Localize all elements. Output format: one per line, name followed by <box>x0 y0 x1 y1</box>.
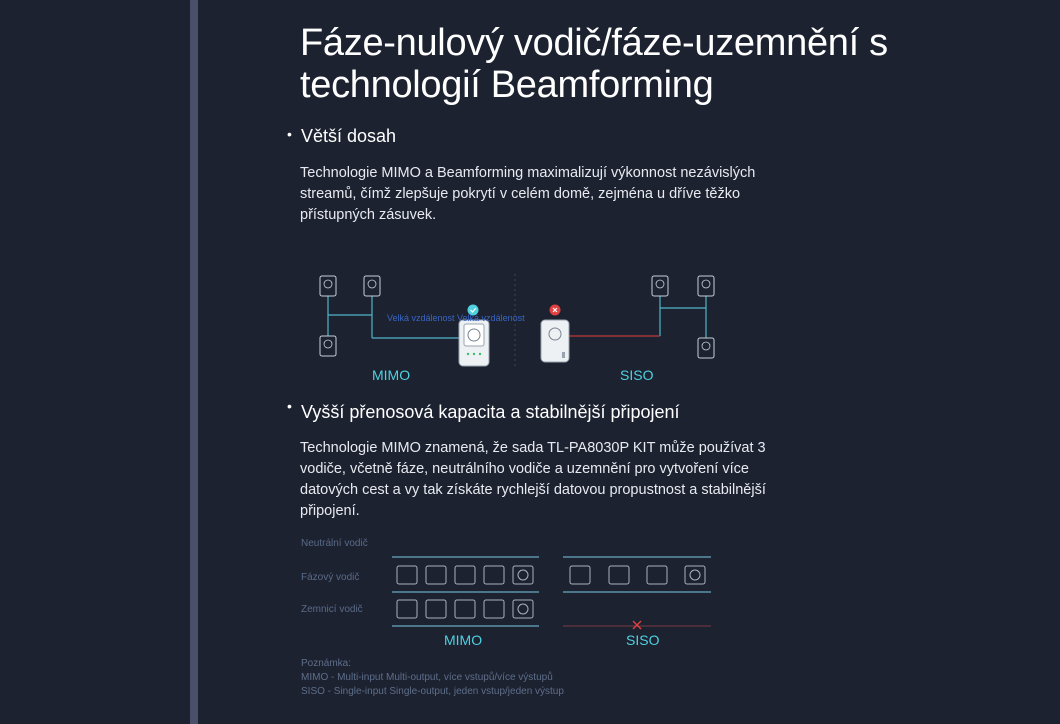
wire-label-phase: Fázový vodič <box>301 572 360 583</box>
range-diagram <box>300 268 730 388</box>
section-heading-text: Vyšší přenosová kapacita a stabilnější připojení <box>301 402 680 422</box>
left-rail <box>190 0 198 724</box>
mimo-label: MIMO <box>444 632 483 648</box>
footnote <box>301 657 564 699</box>
bullet-dot: • <box>287 398 292 414</box>
outlet-icon <box>320 336 336 356</box>
note-line-mimo: MIMO - Multi-input Multi-output, více vstupů/více výstupů <box>301 672 553 683</box>
outlet-icon <box>652 276 668 296</box>
outlet-icon <box>320 276 336 296</box>
page-title: Fáze-nulový vodič/fáze-uzemnění s technologií Beamforming <box>300 22 888 106</box>
siso-cross-icon <box>633 621 641 629</box>
outlet-icon <box>698 276 714 296</box>
data-stream-row <box>570 566 705 584</box>
mimo-adapter-icon <box>459 320 489 366</box>
capacity-diagram <box>385 548 725 658</box>
outlet-icon <box>698 338 714 358</box>
siso-label: SISO <box>626 632 660 648</box>
wire-label-ground: Zemnicí vodič <box>301 604 363 615</box>
siso-adapter-icon <box>541 320 569 362</box>
data-stream-row <box>397 566 533 584</box>
mimo-label: MIMO <box>372 367 411 383</box>
section-heading-capacity <box>287 398 680 423</box>
note-heading: Poznámka: <box>301 658 352 669</box>
section-text-range: Technologie MIMO a Beamforming maximalizují výkonnost nezávislých streamů, čímž zlepšuje pokrytí v celém domě, zejména u dříve těžko přístupných zásuvek. <box>300 165 756 223</box>
section-heading-range <box>287 126 397 147</box>
outlet-icon <box>364 276 380 296</box>
data-stream-row <box>397 600 533 618</box>
note-line-siso: SISO - Single-input Single-output, jeden vstup/jeden výstup <box>301 686 564 697</box>
section-text-capacity: Technologie MIMO znamená, že sada TL-PA8030P KIT může používat 3 vodiče, včetně fáze, neutrálního vodiče a uzemnění pro vytvoření více datových cest a vy tak získáte rychlejší datovou propustnost a stabilnější připojení. <box>300 440 766 519</box>
distance-label: Velká vzdálenost Velká vzdálenost <box>387 313 525 323</box>
section-heading-text: Větší dosah <box>301 126 397 146</box>
wire-label-neutral: Neutrální vodič <box>301 538 368 549</box>
cross-icon <box>550 305 561 316</box>
bullet-dot: • <box>287 126 292 142</box>
siso-label: SISO <box>620 367 654 383</box>
